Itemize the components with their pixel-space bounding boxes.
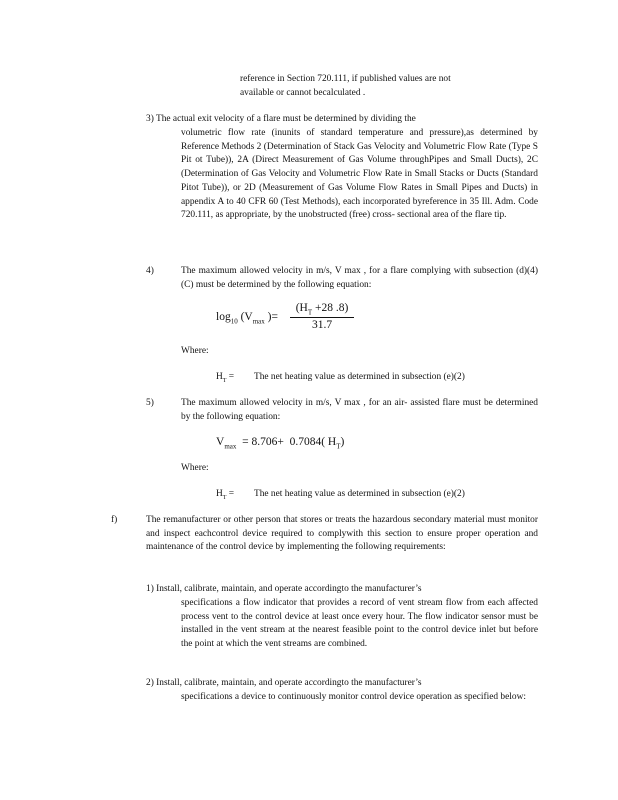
subsection-f-text: The remanufacturer or other person that stores or treats the hazardous secondary material must monitor and inspect eachcontrol device required to complywith this section to ensure proper operation and maintenance of the control device by implementing the following requirements: [146,515,538,553]
item-5-definition-text: The net heating value as determined in subsection (e)(2) [254,489,465,499]
item-3-body: volumetric flow rate (inunits of standard temperature and pressure),as determined by Reference Methods 2 (Determination of Stack Gas Velocity and Volumetric Flow Rate (Type S Pit ot Tube)), 2A (Direct Measurement of Gas Volume throughPipes and Small Ducts), 2C (Determination of Gas Velocity and Volumetric Flow Rate in Small Stacks or Ducts (Standard Pitot Tube)), or 2D (Measurement of Gas Volume Flow Rates in Small Pipes and Ducts) in appendix A to 40 CFR 60 (Test Methods), each incorporated byreference in 35 Ill. Adm. Code 720.111, as appropriate, by the unobstructed (free) cross- sectional area of the flare tip. [181,128,538,221]
equation-4-lhs: $\log_{10} (V_{max}$ )= [216,311,278,326]
equation-4-fraction [290,302,354,331]
sub-item-2-body: specifications a device to continuously monitor control device operation as specified below: [181,692,526,702]
item-4-number: 4) [146,266,154,276]
reference-line-1: reference in Section 720.111, if published values are not [240,74,451,84]
equation-4-denominator: 31.7 [311,319,333,332]
item-4-where: Where: [181,346,209,356]
sub-item-1-body: specifications a flow indicator that provides a record of vent stream flow from each affected process vent to the control device at least once every hour. The flow indicator sensor must be installed in the vent stream at the nearest feasible point to the control device inlet but before the point at which the vent streams are combined. [181,598,538,650]
item-4-definition-text: The net heating value as determined in subsection (e)(2) [254,372,465,382]
equation-4-numerator: ($H_T +28$ .8) [295,302,349,317]
item-5-definition-symbol: $H_T$ = [216,489,235,501]
item-5-text: The maximum allowed velocity in m/s, V max , for an air- assisted flare must be determined by the following equation: [181,398,538,422]
item-5-where: Where: [181,463,209,473]
item-4-text: The maximum allowed velocity in m/s, V max , for a flare complying with subsection (d)(4)(C) must be determined by the following equation: [181,266,538,290]
item-4-definition-symbol: $H_T$ = [216,372,235,384]
sub-item-1-lead: 1) Install, calibrate, maintain, and operate accordingto the manufacturer’s [146,584,422,594]
sub-item-2-lead: 2) Install, calibrate, maintain, and operate accordingto the manufacturer’s [146,678,422,688]
equation-5: $V_{max} = 8.706+ 0.7084$( $H_T$) [216,436,345,451]
item-3-lead: 3) The actual exit velocity of a flare must be determined by dividing the [146,114,416,124]
item-5-number: 5) [146,398,154,408]
fraction-bar [290,317,354,318]
reference-line-2: available or cannot becalculated . [240,88,366,98]
subsection-f-label: f) [111,515,118,525]
